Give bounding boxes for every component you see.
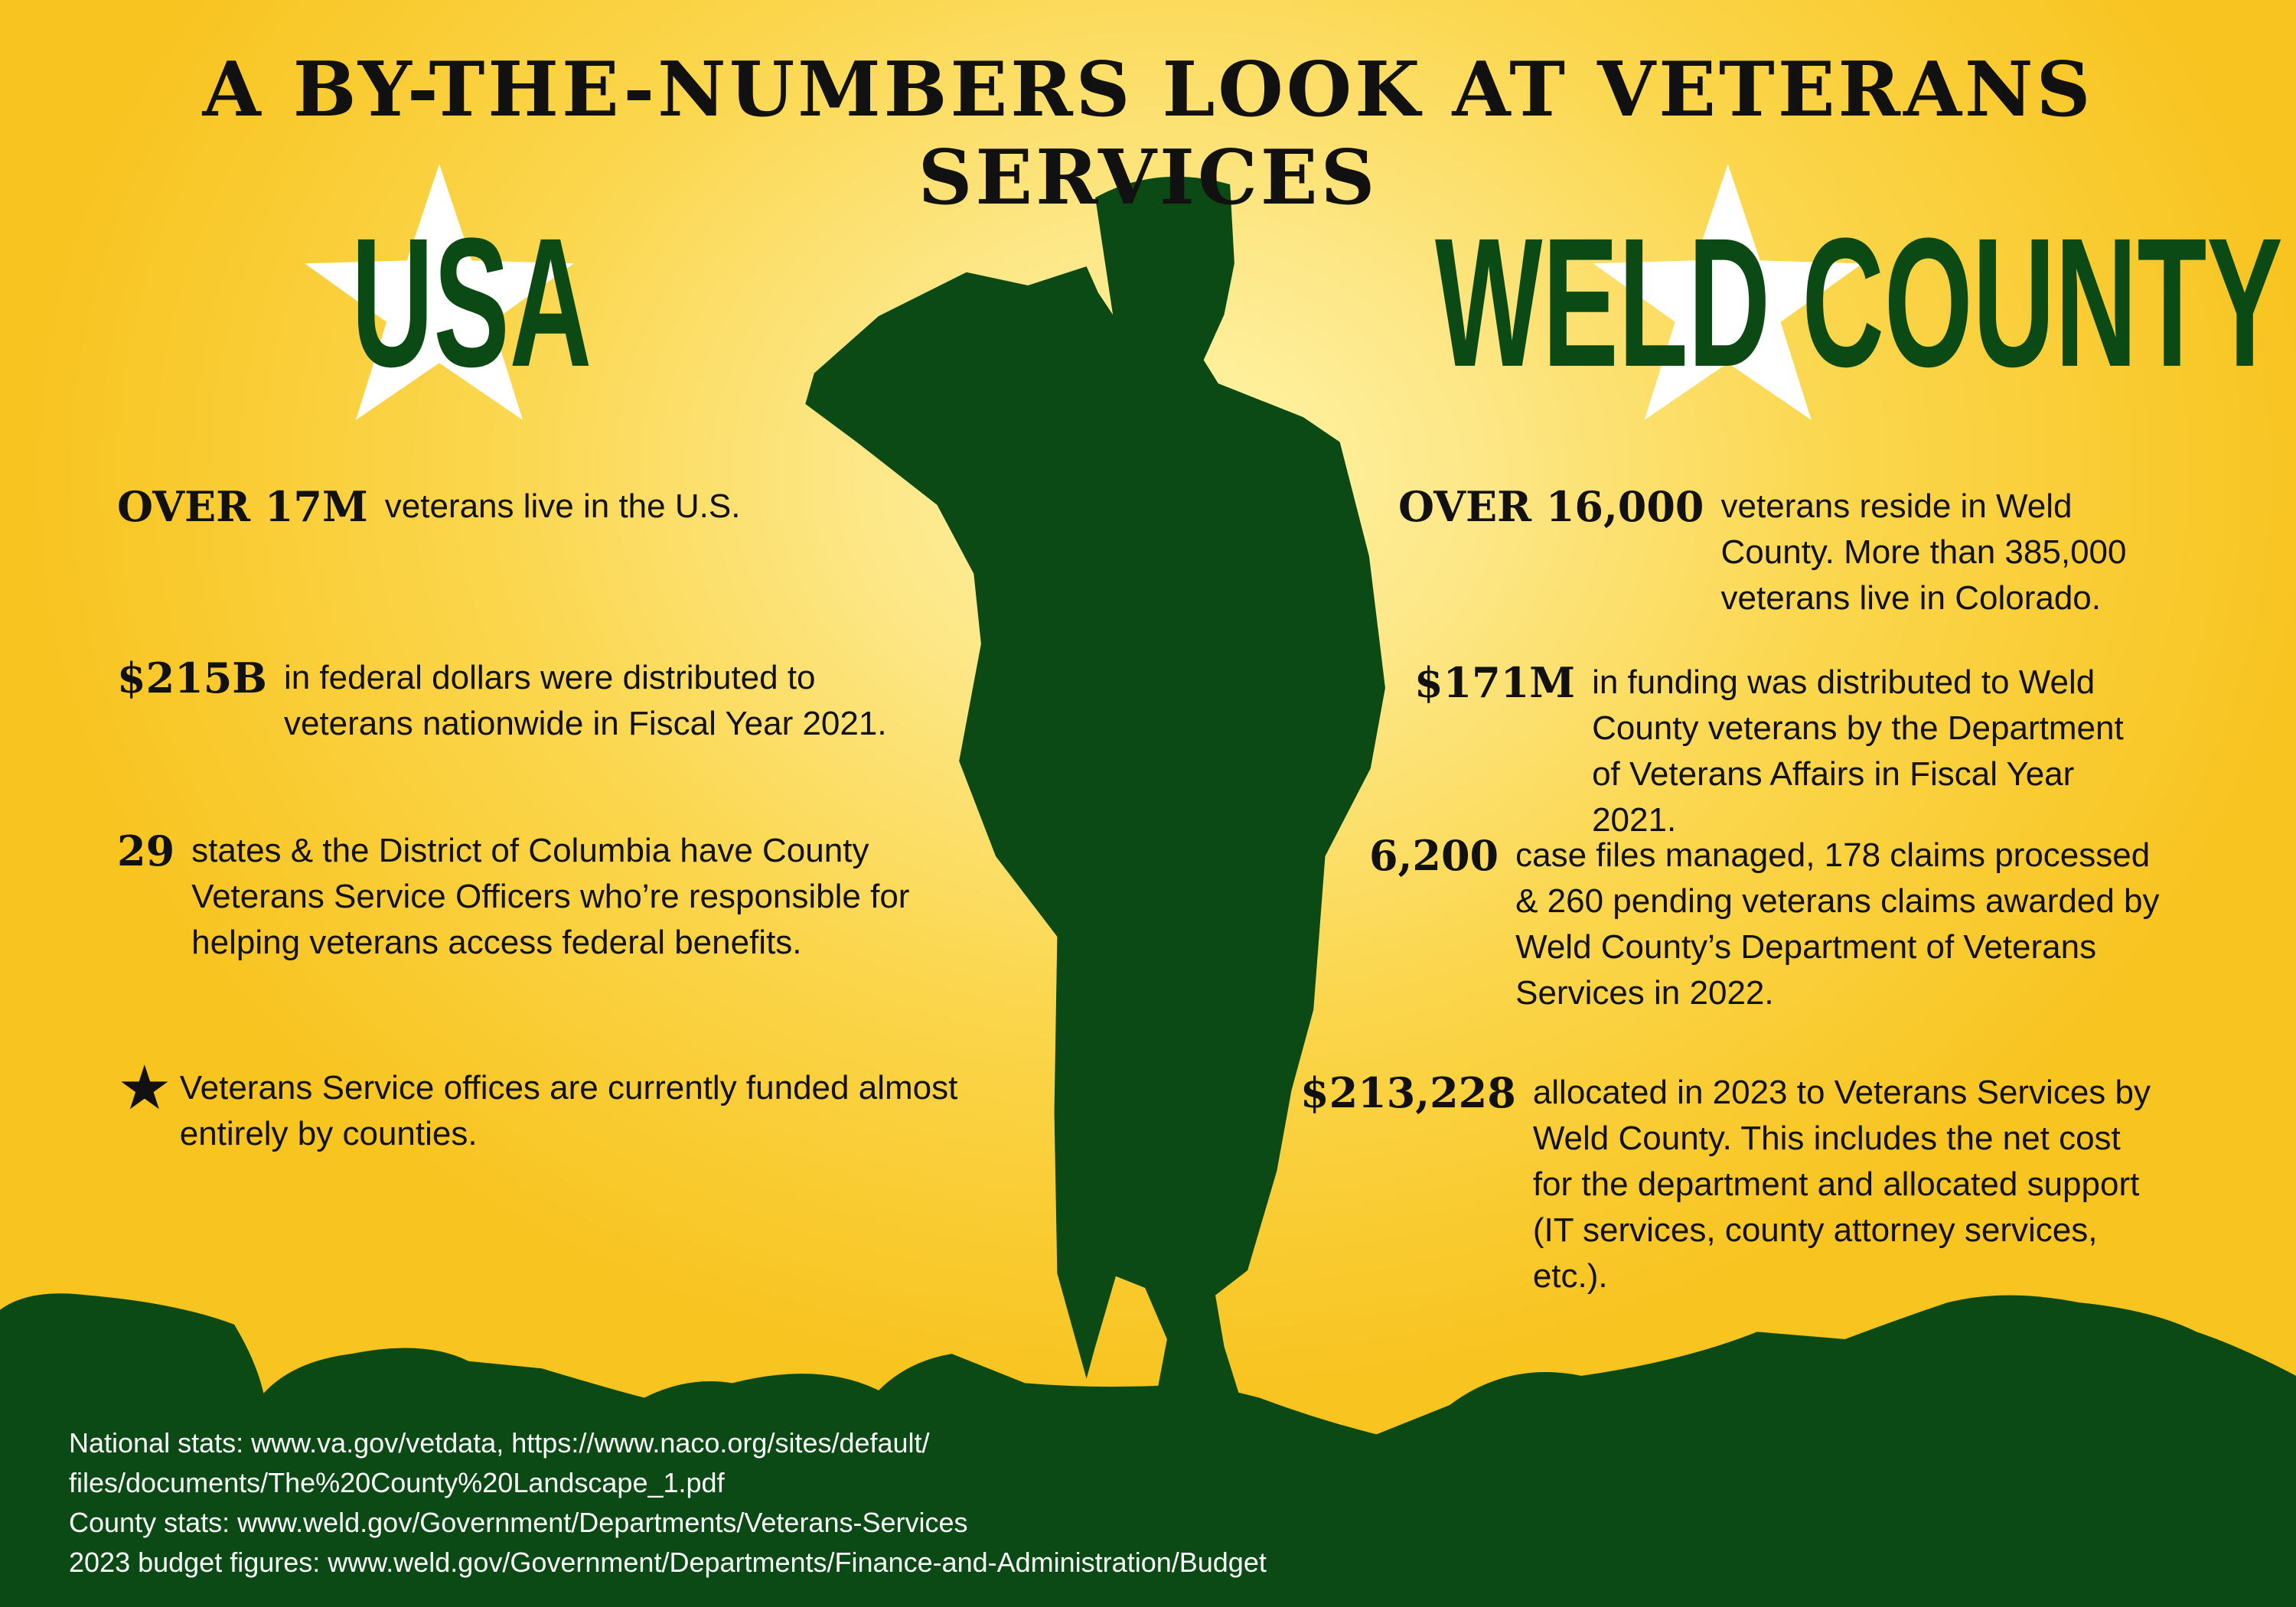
page-title: A BY-THE-NUMBERS LOOK AT VETERANS SERVICES xyxy=(202,46,2094,222)
usa-note xyxy=(117,1054,967,1157)
stat-value: $171M xyxy=(1414,658,1576,707)
stat-value: OVER 17M xyxy=(117,482,368,531)
stat-value: $213,228 xyxy=(1300,1068,1516,1117)
usa-heading: USA xyxy=(351,200,592,405)
usa-stat xyxy=(117,655,951,747)
saluting-soldier-silhouette xyxy=(805,177,1385,1393)
sources-footer xyxy=(69,1423,1267,1583)
stat-text: case files managed, 178 claims processed & 260 pending veterans claims awarded by Weld County’s Department of Veterans Services in 2022. xyxy=(1515,836,2160,1012)
star-icon: ★ xyxy=(117,1054,172,1122)
stat-text: in funding was distributed to Weld County veterans by the Department of Veterans Affairs in Fiscal Year 2021. xyxy=(1592,663,2124,839)
stat-text: veterans reside in Weld County. More than 385,000 veterans live in Colorado. xyxy=(1720,487,2127,617)
note-text: Veterans Service offices are currently funded almost entirely by counties. xyxy=(179,1069,958,1152)
stat-value: $215B xyxy=(117,654,267,702)
weld-stat xyxy=(1300,1070,2180,1299)
stat-value: OVER 16,000 xyxy=(1398,482,1704,531)
weld-stat xyxy=(1398,484,2194,621)
stat-value: 6,200 xyxy=(1369,831,1499,880)
usa-stat xyxy=(117,484,959,530)
stat-text: in federal dollars were distributed to veterans nationwide in Fiscal Year 2021. xyxy=(283,659,887,742)
source-line: files/documents/The%20County%20Landscape_1.pdf xyxy=(69,1467,725,1498)
stat-text: states & the District of Columbia have County Veterans Service Officers who’re responsible for helping veterans access federal benefits. xyxy=(191,832,910,961)
stat-text: veterans live in the U.S. xyxy=(384,487,741,525)
stat-value: 29 xyxy=(117,826,175,875)
stat-text: allocated in 2023 to Veterans Services by Weld County. This includes the net cost for the department and allocated support (IT services, county attorney services, etc.). xyxy=(1532,1074,2151,1295)
source-line: 2023 budget figures: www.weld.gov/Government/Departments/Finance-and-Administration/Budget xyxy=(69,1547,1267,1578)
weld-stat xyxy=(1414,660,2149,843)
source-line: County stats: www.weld.gov/Government/Departments/Veterans-Services xyxy=(69,1507,968,1538)
weld-stat xyxy=(1369,833,2180,1016)
source-line: National stats: www.va.gov/vetdata, https://www.naco.org/sites/default/ xyxy=(69,1427,930,1459)
weld-heading: WELD COUNTY xyxy=(1435,200,2283,405)
usa-stat xyxy=(117,828,913,966)
